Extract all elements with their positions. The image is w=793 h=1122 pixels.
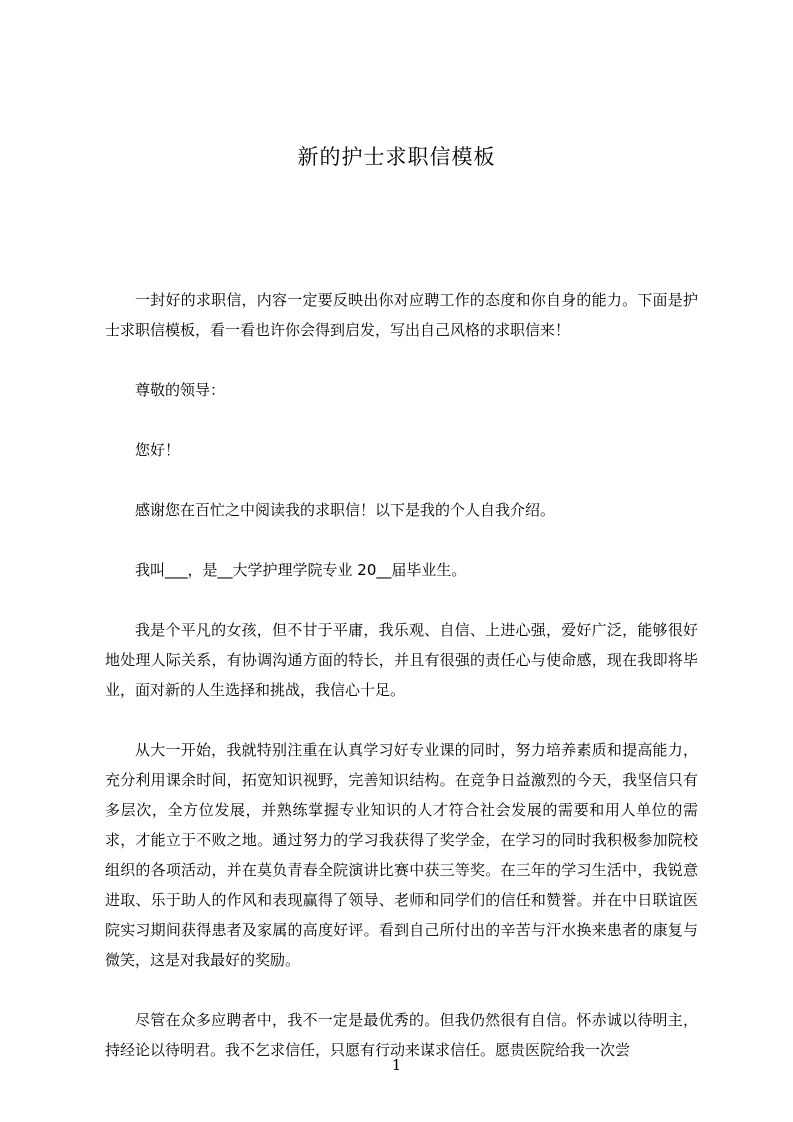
paragraph-closing: 尽管在众多应聘者中，我不一定是最优秀的。但我仍然很有自信。怀赤诚以待明主，持经论以待明君。我不乞求信任，只愿有行动来谋求信任。愿贵医院给我一次尝 [105,1011,698,1059]
paragraph-salutation: 尊敬的领导： [135,381,226,399]
paragraph-intro: 一封好的求职信，内容一定要反映出你对应聘工作的态度和你自身的能力。下面是护士求职信模板，看一看也许你会得到启发，写出自己风格的求职信来！ [105,291,698,339]
page-number: 1 [391,1056,402,1074]
paragraph-thanks: 感谢您在百忙之中阅读我的求职信！以下是我的个人自我介绍。 [135,501,556,519]
document-body [105,285,698,1095]
paragraph-personality: 我是个平凡的女孩，但不甘于平庸，我乐观、自信、上进心强，爱好广泛，能够很好地处理人际关系，有协调沟通方面的特长，并且有很强的责任心与使命感，现在我即将毕业，面对新的人生选择和挑战，我信心十足。 [105,621,698,699]
paragraph-experience: 从大一开始，我就特别注重在认真学习好专业课的同时，努力培养素质和提高能力，充分利用课余时间，拓宽知识视野，完善知识结构。在竞争日益激烈的今天，我坚信只有多层次，全方位发展，并熟练掌握专业知识的人才符合社会发展的需要和用人单位的需求，才能立于不败之地。通过努力的学习我获得了奖学金，在学习的同时我积极参加院校组织的各项活动，并在莫负青春全院演讲比赛中获三等奖。在三年的学习生活中，我锐意进取、乐于助人的作风和表现赢得了领导、老师和同学们的信任和赞誉。并在中日联谊医院实习期间获得患者及家属的高度好评。看到自己所付出的辛苦与汗水换来患者的康复与微笑，这是对我最好的奖励。 [105,741,698,969]
document-title: 新的护士求职信模板 [297,145,496,169]
paragraph-name: 我叫___，是__大学护理学院专业 20__届毕业生。 [135,561,467,579]
paragraph-greeting: 您好！ [135,441,181,459]
